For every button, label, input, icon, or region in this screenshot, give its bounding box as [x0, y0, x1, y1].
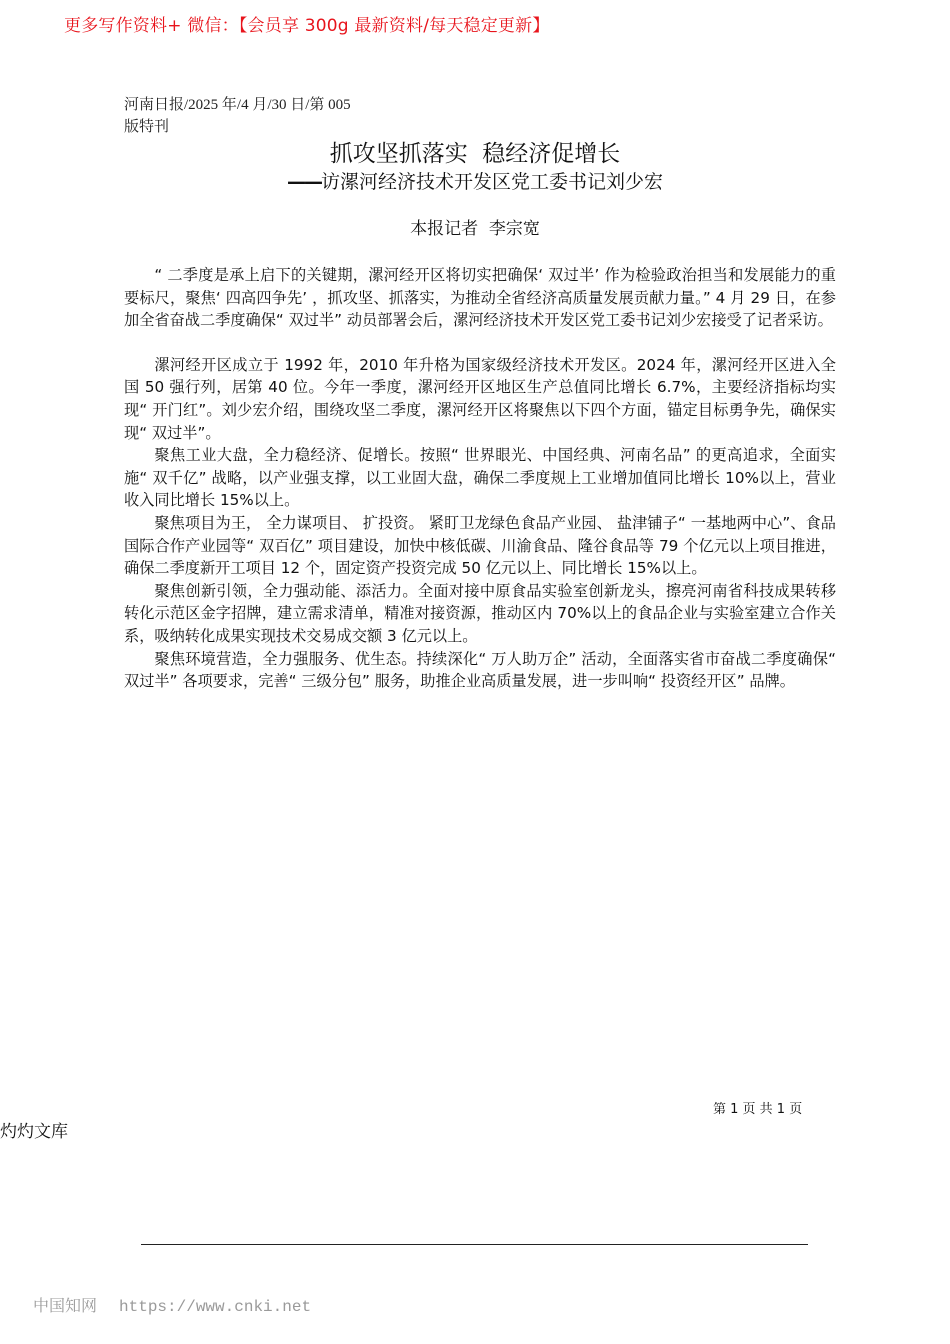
brand-watermark: 灼灼文库 — [0, 1122, 68, 1142]
page-number: 第 1 页 共 1 页 — [713, 1102, 803, 1117]
paragraph-industry: 聚焦工业大盘，全力稳经济、促增长。按照“ 世界眼光、中国经典、河南名品” 的更高追求，全面实施“ 双千亿” 战略，以产业强支撑，以工业固大盘，确保二季度规上工业增加值同比增长 10%以上，营业收入同比增长 15%以上。 — [124, 446, 836, 510]
cnki-url-link[interactable]: https://www.cnki.net — [119, 1298, 312, 1316]
paragraph-innovation: 聚焦创新引领，全力强动能、添活力。全面对接中原食品实验室创新龙头，擦亮河南省科技成果转移转化示范区金字招牌，建立需求清单，精准对接资源，推动区内 70%以上的食品企业与实验室建立合作关系，吸纳转化成果实现技术交易成交额 3 亿元以上。 — [124, 581, 836, 645]
byline: 本报记者 李宗宽 — [410, 219, 540, 239]
paragraph-environment: 聚焦环境营造，全力强服务、优生态。持续深化“ 万人助万企” 活动，全面落实省市奋战二季度确保“ 双过半” 各项要求，完善“ 三级分包” 服务，助推企业高质量发展，进一步叫响“ 投资经开区” 品牌。 — [124, 649, 836, 691]
cnki-name: 中国知网 — [33, 1296, 98, 1315]
article-body — [124, 264, 836, 693]
source-line-1: 河南日报/2025 年/4 月/30 日/第 005 — [124, 97, 351, 113]
source-line-2: 版特刊 — [124, 119, 170, 135]
article-title: 抓攻坚抓落实 稳经济促增长 — [329, 141, 621, 167]
paragraph-background: 漯河经开区成立于 1992 年，2010 年升格为国家级经济技术开发区。2024 年，漯河经开区进入全国 50 强行列，居第 40 位。今年一季度，漯河经开区地区生产总值同比增长 6.7%，主要经济指标均实现“ 开门红”。刘少宏介绍，围绕攻坚二季度，漯河经开区将聚焦以下四个方面，锚定目标勇争先，确保实现“ 双过半”。 — [124, 355, 836, 442]
paragraph-projects: 聚焦项目为王， 全力谋项目、 扩投资。 紧盯卫龙绿色食品产业园、 盐津铺子“ 一基地两中心”、食品国际合作产业园等“ 双百亿” 项目建设，加快中核低碳、川渝食品、隆谷食品等 79 个亿元以上项目推进，确保二季度新开工项目 12 个，固定资产投资完成 50 亿元以上、同比增长 15%以上。 — [124, 513, 836, 578]
article-subtitle — [0, 169, 950, 195]
subtitle-text: 访漯河经济技术开发区党工委书记刘少宏 — [320, 171, 663, 193]
source-line — [124, 94, 351, 138]
paragraph-intro: “ 二季度是承上启下的关键期，漯河经开区将切实把确保‘ 双过半’ 作为检验政治担当和发展能力的重要标尺，聚焦‘ 四高四争先’ ，抓攻坚、抓落实，为推动全省经济高质量发展贡献力量。” 4 月 29 日，在参加全省奋战二季度确保“ 双过半” 动员部署会后，漯河经济技术开发区党工委书记刘少宏接受了记者采访。 — [124, 266, 836, 330]
cnki-footer — [33, 1295, 311, 1318]
footer-divider — [141, 1244, 808, 1245]
subtitle-dash: —— — [286, 171, 321, 193]
promo-banner: 更多写作资料+ 微信：【会员享 300g 最新资料/每天稳定更新】 — [64, 16, 550, 36]
